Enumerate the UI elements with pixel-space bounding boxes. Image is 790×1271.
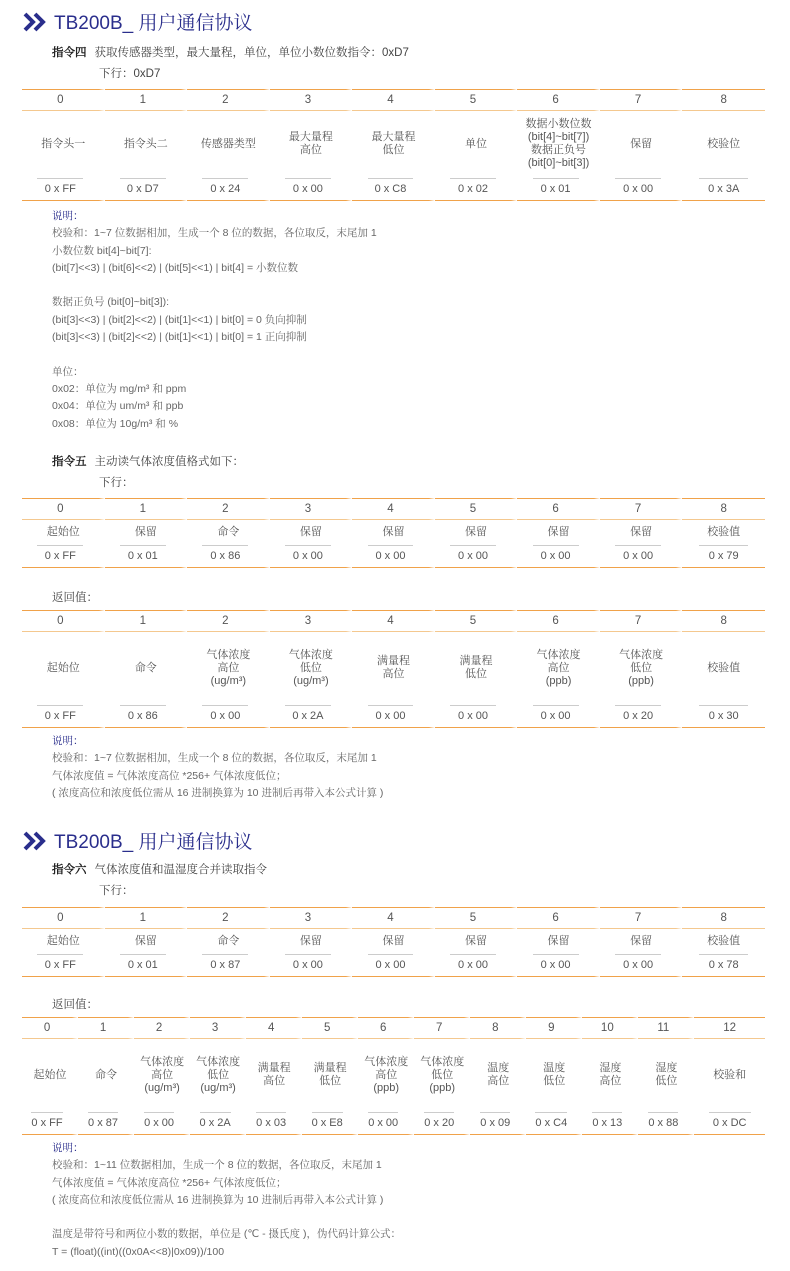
field-value bbox=[517, 953, 600, 977]
field-name: 校验值 bbox=[707, 934, 741, 947]
field-value bbox=[270, 953, 353, 977]
notes-title: 说明： bbox=[52, 735, 84, 747]
field-name: 满量程 低位 bbox=[313, 1062, 347, 1087]
value-text: 0 x 87 bbox=[88, 1112, 118, 1133]
field-name: 温度 高位 bbox=[487, 1062, 510, 1087]
byte-index: 7 bbox=[414, 1017, 470, 1039]
field-name: 校验值 bbox=[707, 661, 741, 674]
return-label: 返回值： bbox=[52, 999, 98, 1011]
value-text: 0 x 00 bbox=[615, 954, 661, 975]
value-text: 0 x C4 bbox=[535, 1112, 567, 1133]
byte-index: 9 bbox=[526, 1017, 582, 1039]
value-text: 0 x 00 bbox=[615, 545, 661, 566]
byte-index: 7 bbox=[600, 610, 683, 632]
field-name: 起始位 bbox=[46, 934, 80, 947]
field-name: 指令头二 bbox=[123, 137, 168, 150]
field-value bbox=[134, 1111, 190, 1135]
protocol-table bbox=[22, 610, 765, 728]
field-value bbox=[517, 544, 600, 568]
byte-index: 7 bbox=[600, 89, 683, 111]
byte-index: 6 bbox=[517, 498, 600, 520]
byte-index: 1 bbox=[105, 907, 188, 929]
field-value bbox=[600, 953, 683, 977]
field-name: 气体浓度 低位 (ppb) bbox=[619, 648, 664, 687]
field-value bbox=[638, 1111, 694, 1135]
field-value bbox=[22, 953, 105, 977]
byte-index: 3 bbox=[190, 1017, 246, 1039]
value-text: 0 x 00 bbox=[285, 954, 331, 975]
field-name: 最大量程 低位 bbox=[371, 131, 416, 156]
command-desc: 主动读气体浓度值格式如下： bbox=[94, 456, 244, 468]
command-desc: 气体浓度值和温湿度合并读取指令 bbox=[94, 864, 267, 876]
value-text: 0 x 24 bbox=[202, 178, 248, 199]
byte-index: 3 bbox=[270, 498, 353, 520]
command-label: 指令五 bbox=[52, 456, 87, 468]
field-value bbox=[682, 544, 765, 568]
field-value bbox=[22, 1111, 78, 1135]
field-name: 保留 bbox=[465, 525, 487, 538]
field-name: 保留 bbox=[630, 934, 653, 947]
note-line: (bit[3]<<3) | (bit[2]<<2) | (bit[1]<<1) | bit[0] = 0 负向抑制 bbox=[52, 313, 307, 326]
byte-index: 0 bbox=[22, 1017, 78, 1039]
downlink-label: 下行： bbox=[99, 885, 134, 897]
field-name: 起始位 bbox=[46, 661, 80, 674]
value-text: 0 x 02 bbox=[450, 178, 496, 199]
notes-block bbox=[52, 1140, 401, 1261]
byte-index: 5 bbox=[435, 610, 518, 632]
value-text: 0 x 79 bbox=[699, 545, 749, 566]
field-value bbox=[187, 544, 270, 568]
byte-index: 1 bbox=[105, 610, 188, 632]
value-text: 0 x 87 bbox=[202, 954, 248, 975]
field-value bbox=[435, 544, 518, 568]
field-name: 保留 bbox=[382, 934, 405, 947]
field-value bbox=[352, 177, 435, 201]
field-name: 校验和 bbox=[713, 1068, 747, 1081]
title-text: TB200B_ 用户通信协议 bbox=[54, 13, 253, 34]
value-text: 0 x 03 bbox=[256, 1112, 286, 1133]
value-text: 0 x 01 bbox=[120, 954, 166, 975]
field-name: 起始位 bbox=[46, 525, 80, 538]
protocol-table bbox=[22, 907, 765, 977]
byte-index: 2 bbox=[187, 89, 270, 111]
field-value bbox=[517, 704, 600, 728]
note-line: 气体浓度值 = 气体浓度高位 *256+ 气体浓度低位； bbox=[52, 769, 287, 782]
note-line: 数据正负号 (bit[0]~bit[3]): bbox=[52, 296, 169, 309]
field-name: 命令 bbox=[217, 525, 240, 538]
value-text: 0 x FF bbox=[37, 545, 83, 566]
value-text: 0 x 2A bbox=[285, 705, 331, 726]
field-value bbox=[600, 704, 683, 728]
field-value bbox=[270, 544, 353, 568]
field-value bbox=[22, 177, 105, 201]
field-value bbox=[105, 544, 188, 568]
note-line: 单位： bbox=[52, 365, 84, 378]
field-name: 温度 低位 bbox=[543, 1062, 566, 1087]
note-line: 0x04：单位为 um/m³ 和 ppb bbox=[52, 400, 184, 413]
protocol-table bbox=[22, 89, 765, 201]
byte-index: 0 bbox=[22, 498, 105, 520]
field-name: 传感器类型 bbox=[200, 137, 256, 150]
byte-index: 10 bbox=[582, 1017, 638, 1039]
field-name: 气体浓度 高位 (ppb) bbox=[364, 1055, 409, 1094]
field-value bbox=[517, 177, 600, 201]
field-value bbox=[582, 1111, 638, 1135]
note-line: ( 浓度高位和浓度低位需从 16 进制换算为 10 进制后再带入本公式计算 ) bbox=[52, 1193, 384, 1206]
note-line bbox=[52, 277, 377, 294]
field-value bbox=[682, 704, 765, 728]
byte-index: 11 bbox=[638, 1017, 694, 1039]
byte-index: 4 bbox=[352, 907, 435, 929]
field-name: 保留 bbox=[465, 934, 487, 947]
field-value bbox=[352, 544, 435, 568]
field-name: 湿度 低位 bbox=[655, 1062, 678, 1087]
field-value bbox=[352, 704, 435, 728]
byte-index: 1 bbox=[105, 89, 188, 111]
value-text: 0 x 01 bbox=[533, 178, 579, 199]
title-text: TB200B_ 用户通信协议 bbox=[54, 832, 253, 853]
field-name: 气体浓度 低位 (ug/m³) bbox=[288, 648, 333, 687]
note-line bbox=[52, 1209, 401, 1226]
byte-index: 3 bbox=[270, 610, 353, 632]
byte-index: 7 bbox=[600, 498, 683, 520]
byte-index: 1 bbox=[78, 1017, 134, 1039]
note-line: T = (float)((int)((0x0A<<8)|0x09))/100 bbox=[52, 1245, 225, 1258]
note-line: 温度是带符号和两位小数的数据，单位是 (℃ - 摄氏度 )，伪代码计算公式： bbox=[52, 1228, 401, 1241]
field-name: 满量程 高位 bbox=[257, 1062, 291, 1087]
field-value bbox=[414, 1111, 470, 1135]
value-text: 0 x 00 bbox=[368, 705, 414, 726]
note-line: 0x08：单位为 10g/m³ 和 % bbox=[52, 417, 179, 430]
double-chevron-icon bbox=[22, 831, 50, 851]
value-text: 0 x 00 bbox=[368, 954, 414, 975]
byte-index: 8 bbox=[682, 89, 765, 111]
byte-index: 4 bbox=[246, 1017, 302, 1039]
note-line: 小数位数 bit[4]~bit[7]: bbox=[52, 244, 152, 257]
field-value bbox=[105, 704, 188, 728]
byte-index: 6 bbox=[358, 1017, 414, 1039]
field-name: 保留 bbox=[299, 934, 322, 947]
downlink-label: 下行： bbox=[99, 477, 134, 489]
field-value bbox=[270, 704, 353, 728]
value-text: 0 x FF bbox=[31, 1112, 62, 1133]
field-value bbox=[352, 953, 435, 977]
note-line: ( 浓度高位和浓度低位需从 16 进制换算为 10 进制后再带入本公式计算 ) bbox=[52, 786, 384, 799]
value-text: 0 x 01 bbox=[120, 545, 166, 566]
byte-index: 3 bbox=[270, 89, 353, 111]
field-name: 保留 bbox=[547, 934, 570, 947]
byte-index: 6 bbox=[517, 907, 600, 929]
value-text: 0 x 13 bbox=[592, 1112, 622, 1133]
field-name: 气体浓度 低位 (ppb) bbox=[420, 1055, 465, 1094]
field-name: 起始位 bbox=[33, 1068, 67, 1081]
note-line: (bit[3]<<3) | (bit[2]<<2) | (bit[1]<<1) | bit[0] = 1 正向抑制 bbox=[52, 331, 307, 344]
field-name: 校验位 bbox=[707, 137, 741, 150]
field-name: 保留 bbox=[547, 525, 570, 538]
value-text: 0 x FF bbox=[37, 954, 83, 975]
value-text: 0 x 00 bbox=[450, 954, 496, 975]
byte-index: 5 bbox=[435, 89, 518, 111]
field-value bbox=[190, 1111, 246, 1135]
field-value bbox=[470, 1111, 526, 1135]
double-chevron-icon bbox=[22, 12, 50, 32]
field-name: 保留 bbox=[630, 525, 653, 538]
field-value bbox=[694, 1111, 765, 1135]
value-text: 0 x 00 bbox=[450, 545, 496, 566]
value-text: 0 x 2A bbox=[200, 1112, 231, 1133]
byte-index: 12 bbox=[694, 1017, 765, 1039]
field-value bbox=[270, 177, 353, 201]
field-name: 校验值 bbox=[707, 525, 741, 538]
field-name: 指令头一 bbox=[41, 137, 86, 150]
value-text: 0 x FF bbox=[37, 705, 83, 726]
byte-index: 8 bbox=[470, 1017, 526, 1039]
command-heading bbox=[52, 44, 409, 60]
value-text: 0 x 3A bbox=[699, 178, 749, 199]
value-text: 0 x 20 bbox=[424, 1112, 454, 1133]
value-text: 0 x 00 bbox=[285, 545, 331, 566]
field-name: 保留 bbox=[134, 934, 157, 947]
command-heading bbox=[52, 453, 244, 469]
value-text: 0 x 86 bbox=[202, 545, 248, 566]
byte-index: 0 bbox=[22, 89, 105, 111]
note-line: 校验和：1~7 位数据相加，生成一个 8 位的数据，各位取反，末尾加 1 bbox=[52, 752, 377, 765]
field-value bbox=[22, 704, 105, 728]
byte-index: 2 bbox=[134, 1017, 190, 1039]
field-name: 命令 bbox=[217, 934, 240, 947]
field-value bbox=[526, 1111, 582, 1135]
command-heading bbox=[52, 861, 267, 877]
byte-index: 5 bbox=[435, 907, 518, 929]
field-name: 满量程 高位 bbox=[376, 655, 410, 680]
return-label: 返回值： bbox=[52, 592, 98, 604]
byte-index: 8 bbox=[682, 907, 765, 929]
value-text: 0 x 00 bbox=[202, 705, 248, 726]
field-value bbox=[435, 953, 518, 977]
value-text: 0 x 00 bbox=[533, 705, 579, 726]
value-text: 0 x 88 bbox=[648, 1112, 678, 1133]
field-name: 最大量程 高位 bbox=[288, 131, 333, 156]
byte-index: 4 bbox=[352, 610, 435, 632]
value-text: 0 x E8 bbox=[312, 1112, 343, 1133]
field-value bbox=[187, 704, 270, 728]
field-name: 命令 bbox=[134, 661, 157, 674]
field-value bbox=[435, 177, 518, 201]
byte-index: 3 bbox=[270, 907, 353, 929]
value-text: 0 x 20 bbox=[615, 705, 661, 726]
byte-index: 5 bbox=[302, 1017, 358, 1039]
notes-lines bbox=[52, 750, 383, 802]
field-name: 命令 bbox=[95, 1068, 118, 1081]
value-text: 0 x FF bbox=[37, 178, 83, 199]
value-text: 0 x 00 bbox=[285, 178, 331, 199]
byte-index: 1 bbox=[105, 498, 188, 520]
value-text: 0 x 00 bbox=[615, 178, 661, 199]
note-line: 0x02：单位为 mg/m³ 和 ppm bbox=[52, 382, 187, 395]
downlink-label: 下行：0xD7 bbox=[99, 68, 161, 80]
byte-index: 4 bbox=[352, 89, 435, 111]
field-name: 保留 bbox=[382, 525, 405, 538]
field-name: 气体浓度 高位 (ug/m³) bbox=[206, 648, 251, 687]
notes-block bbox=[52, 733, 383, 802]
protocol-table bbox=[22, 1017, 765, 1135]
command-label: 指令四 bbox=[52, 47, 87, 59]
byte-index: 8 bbox=[682, 498, 765, 520]
notes-title: 说明： bbox=[52, 210, 84, 222]
notes-block bbox=[52, 208, 377, 433]
value-text: 0 x 30 bbox=[699, 705, 749, 726]
value-text: 0 x DC bbox=[709, 1112, 751, 1133]
field-name: 数据小数位数 (bit[4]~bit[7]) 数据正负号 (bit[0]~bit[3]) bbox=[525, 118, 592, 169]
value-text: 0 x D7 bbox=[120, 178, 166, 199]
field-value bbox=[187, 177, 270, 201]
value-text: 0 x 00 bbox=[368, 545, 414, 566]
field-name: 湿度 高位 bbox=[599, 1062, 622, 1087]
field-value bbox=[105, 953, 188, 977]
byte-index: 2 bbox=[187, 610, 270, 632]
field-name: 保留 bbox=[299, 525, 322, 538]
field-name: 气体浓度 高位 (ppb) bbox=[536, 648, 581, 687]
field-value bbox=[78, 1111, 134, 1135]
note-line bbox=[52, 346, 377, 363]
command-label: 指令六 bbox=[52, 864, 87, 876]
note-line: (bit[7]<<3) | (bit[6]<<2) | (bit[5]<<1) | bit[4] = 小数位数 bbox=[52, 261, 298, 274]
note-line: 校验和：1~7 位数据相加，生成一个 8 位的数据，各位取反，末尾加 1 bbox=[52, 227, 377, 240]
field-name: 保留 bbox=[630, 137, 653, 150]
value-text: 0 x 00 bbox=[368, 1112, 398, 1133]
value-text: 0 x 86 bbox=[120, 705, 166, 726]
notes-lines bbox=[52, 1157, 401, 1261]
note-line: 气体浓度值 = 气体浓度高位 *256+ 气体浓度低位； bbox=[52, 1176, 287, 1189]
field-value bbox=[600, 544, 683, 568]
value-text: 0 x 00 bbox=[533, 545, 579, 566]
value-text: 0 x C8 bbox=[368, 178, 414, 199]
field-value bbox=[302, 1111, 358, 1135]
field-name: 气体浓度 高位 (ug/m³) bbox=[140, 1055, 185, 1094]
field-value bbox=[246, 1111, 302, 1135]
byte-index: 2 bbox=[187, 498, 270, 520]
command-desc: 获取传感器类型，最大量程，单位，单位小数位数指令：0xD7 bbox=[94, 47, 409, 59]
field-value bbox=[435, 704, 518, 728]
field-name: 满量程 低位 bbox=[459, 655, 493, 680]
protocol-table bbox=[22, 498, 765, 568]
byte-index: 6 bbox=[517, 89, 600, 111]
byte-index: 0 bbox=[22, 907, 105, 929]
byte-index: 4 bbox=[352, 498, 435, 520]
byte-index: 6 bbox=[517, 610, 600, 632]
value-text: 0 x 09 bbox=[480, 1112, 510, 1133]
section-title bbox=[22, 827, 253, 854]
field-value bbox=[600, 177, 683, 201]
byte-index: 2 bbox=[187, 907, 270, 929]
field-name: 保留 bbox=[134, 525, 157, 538]
field-value bbox=[187, 953, 270, 977]
value-text: 0 x 78 bbox=[699, 954, 749, 975]
field-value bbox=[105, 177, 188, 201]
value-text: 0 x 00 bbox=[144, 1112, 174, 1133]
byte-index: 5 bbox=[435, 498, 518, 520]
field-value bbox=[22, 544, 105, 568]
notes-lines bbox=[52, 225, 377, 433]
byte-index: 7 bbox=[600, 907, 683, 929]
field-value bbox=[682, 953, 765, 977]
byte-index: 0 bbox=[22, 610, 105, 632]
field-name: 气体浓度 低位 (ug/m³) bbox=[196, 1055, 241, 1094]
section-title bbox=[22, 8, 253, 35]
field-name: 单位 bbox=[465, 137, 487, 150]
value-text: 0 x 00 bbox=[450, 705, 496, 726]
field-value bbox=[682, 177, 765, 201]
byte-index: 8 bbox=[682, 610, 765, 632]
field-value bbox=[358, 1111, 414, 1135]
notes-title: 说明： bbox=[52, 1142, 84, 1154]
note-line: 校验和：1~11 位数据相加，生成一个 8 位的数据，各位取反，末尾加 1 bbox=[52, 1159, 382, 1172]
value-text: 0 x 00 bbox=[533, 954, 579, 975]
